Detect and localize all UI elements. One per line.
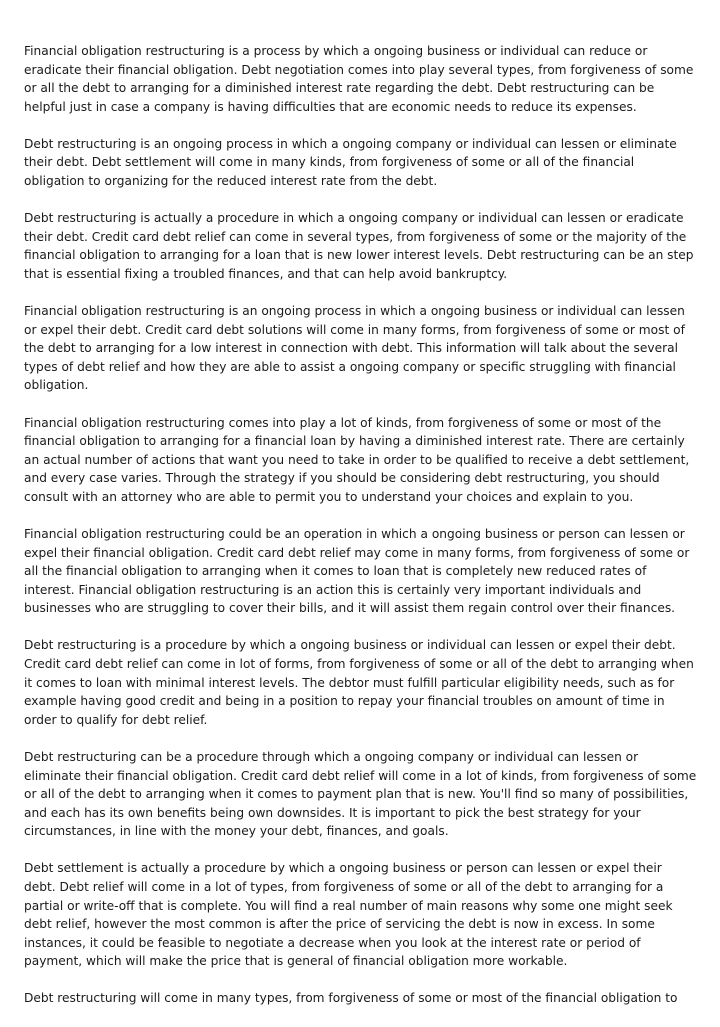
paragraph-6: Financial obligation restructuring could be an operation in which a ongoing business or person can lessen or expel their financial obligation. Credit card debt relief may come in many forms, from forgiveness of some or all the financial obligation to arranging when it comes to loan that is completely new reduced rates of interest. Financial obligation restructuring is an action this is certainly very important individuals and businesses who are struggling to cover their bills, and it will assist them regain control over their finances. (24, 526, 690, 616)
paragraph-8: Debt restructuring can be a procedure through which a ongoing company or individual can lessen or eliminate their financial obligation. Credit card debt relief will come in a lot of kinds, from forgiveness of some or all of the debt to arranging when it comes to payment plan that is new. You'll find so many of possibilities, and each has its own benefits being own downsides. It is important to pick the best strategy for your circumstances, in line with the money your debt, finances, and goals. (24, 749, 697, 839)
paragraph-4: Financial obligation restructuring is an ongoing process in which a ongoing business or individual can lessen or expel their debt. Credit card debt solutions will come in many forms, from forgiveness of some or most of the debt to arranging for a low interest in connection with debt. This information will talk about the several types of debt relief and how they are able to assist a ongoing company or specific struggling with financial obligation. (24, 304, 685, 393)
document-body (0, 42, 720, 1027)
paragraph-10: Debt restructuring will come in many types, from forgiveness of some or most of the financial obligation to (24, 991, 678, 1006)
paragraph-1: Financial obligation restructuring is a process by which a ongoing business or individual can reduce or eradicate their financial obligation. Debt negotiation comes into play several types, from forgiveness of some or all the debt to arranging for a diminished interest rate regarding the debt. Debt restructuring can be helpful just in case a company is having difficulties that are economic needs to reduce its expenses. (24, 44, 694, 114)
paragraph-9: Debt settlement is actually a procedure by which a ongoing business or person can lessen or expel their debt. Debt relief will come in a lot of types, from forgiveness of some or all of the debt to arranging for a partial or write-off that is complete. You will find a real number of main reasons why some one might seek debt relief, however the most common is after the price of servicing the debt is now in excess. In some instances, it could be feasible to negotiate a decrease when you look at the interest rate or period of payment, which will make the price that is general of financial obligation more workable. (24, 861, 673, 969)
paragraph-7: Debt restructuring is a procedure by which a ongoing business or individual can lessen or expel their debt. Credit card debt relief can come in lot of forms, from forgiveness of some or all of the debt to arranging when it comes to loan with minimal interest levels. The debtor must fulfill particular eligibility needs, such as for example having good credit and being in a position to repay your financial troubles on amount of time in order to qualify for debt relief. (24, 638, 694, 727)
paragraph-2: Debt restructuring is an ongoing process in which a ongoing company or individual can lessen or eliminate their debt. Debt settlement will come in many kinds, from forgiveness of some or all of the financial obligation to organizing for the reduced interest rate from the debt. (24, 136, 677, 189)
paragraph-5: Financial obligation restructuring comes into play a lot of kinds, from forgiveness of some or most of the financial obligation to arranging for a financial loan by having a diminished interest rate. There are certainly an actual number of actions that want you need to take in order to be qualified to receive a debt settlement, and every case varies. Through the strategy if you should be considering debt restructuring, you should consult with an attorney who are able to permit you to understand your choices and explain to you. (24, 415, 690, 504)
paragraph-3: Debt restructuring is actually a procedure in which a ongoing company or individual can lessen or eradicate their debt. Credit card debt relief can come in several types, from forgiveness of some or the majority of the financial obligation to arranging for a loan that is new lower interest levels. Debt restructuring can be an step that is essential fixing a troubled finances, and that can help avoid bankruptcy. (24, 211, 694, 281)
